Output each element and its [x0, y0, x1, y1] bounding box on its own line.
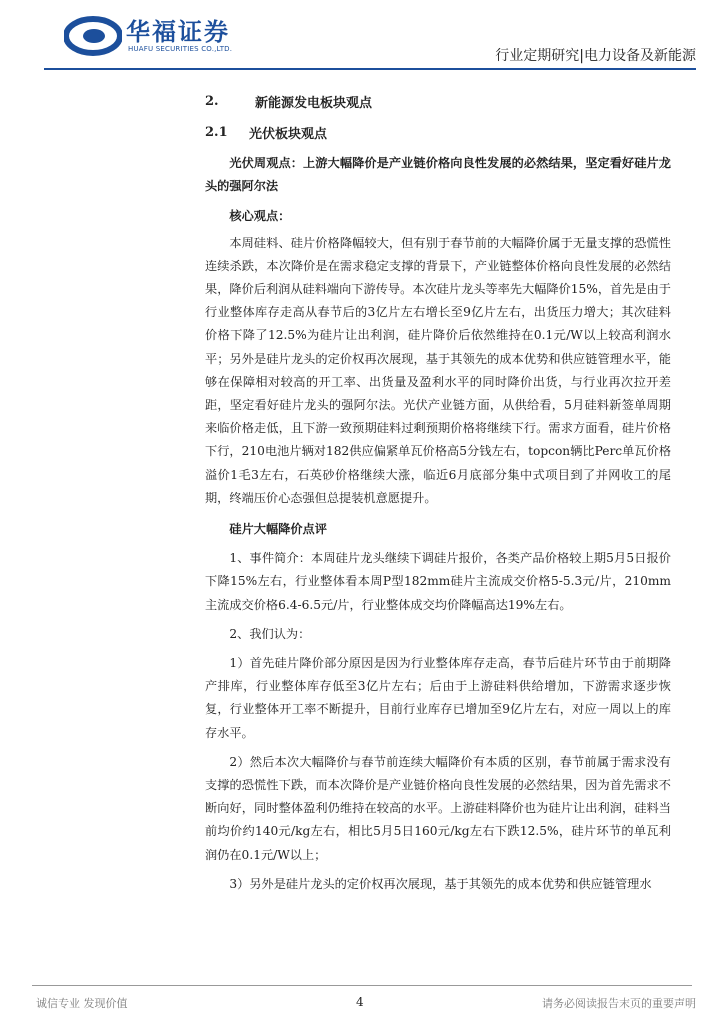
subsection-heading	[205, 120, 671, 144]
core-paragraph: 本周硅料、硅片价格降幅较大，但有别于春节前的大幅降价属于无量支撑的恐慌性连续杀跌，本次降价是在需求稳定支撑的背景下，产业链整体价格向良性发展的必然结果，降价后利润从硅料端向下游传导。本次硅片龙头等率先大幅降价15%，首先是由于行业整体库存走高从春节后的3亿片左右增长至9亿片左右，出货压力增大；其次硅料价格下降了12.5%为硅片让出利润，硅片降价后依然维持在0.1元/W以上较高利润水平；另外是硅片龙头的定价权再次展现，基于其领先的成本优势和供应链管理水平，能够在保障相对较高的开工率、出货量及盈利水平的同时降价出货，与行业再次拉开差距，坚定看好硅片龙头的强阿尔法。光伏产业链方面，从供给看，5月硅料新签单周期来临价格走低，且下游一致预期硅料过剩预期价格将继续下行。需求方面看，硅片价格下行，210电池片辆对182供应偏紧单瓦价格高5分钱左右，topcon辆比Perc单瓦价格溢价1毛3左右，石英砂价格继续大涨，临近6月底部分集中式项目到了并网收工的尾期，终端压价心态强但总提装机意愿提升。	[205, 235, 671, 505]
section-title: 新能源发电板块观点	[255, 95, 373, 111]
company-logo	[64, 14, 254, 62]
report-type: 行业定期研究|电力设备及新能源	[495, 48, 696, 64]
core-heading: 核心观点：	[229, 209, 291, 224]
header-divider	[44, 68, 696, 70]
page-footer	[0, 985, 724, 1024]
logo-swirl-icon	[64, 16, 122, 56]
event-heading: 硅片大幅降价点评	[229, 522, 327, 537]
section-number: 2.	[205, 93, 219, 109]
event-paragraph: 1、事件简介：本周硅片龙头继续下调硅片报价，各类产品价格较上期5月5日报价下降15%左右，行业整体看本周P型182mm硅片主流成交价格5-5.3元/片，210mm主流成交价格6.4-6.5元/片，行业整体成交均价降幅高达19%左右。	[205, 551, 671, 612]
event-paragraph: 1）首先硅片降价部分原因是因为行业整体库存走高，春节后硅片环节由于前期降产排库，行业整体库存低至3亿片左右；后由于上游硅料供给增加，下游需求逐步恢复，行业整体开工率不断提升，目前行业库存已增加至9亿片左右，对应一周以上的库存水平。	[205, 656, 671, 740]
page-number: 4	[356, 995, 364, 1009]
subsection-number: 2.1	[205, 124, 228, 140]
main-content	[205, 90, 671, 896]
event-paragraph: 2）然后本次大幅降价与春节前连续大幅降价有本质的区别，春节前属于需求没有支撑的恐慌性下跌，而本次降价是产业链价格向良性发展的必然结果，因为首先需求不断向好，同时整体盈利仍维持在较高的水平。上游硅料降价也为硅片让出利润，硅料当前均价约140元/kg左右，相比5月5日160元/kg左右下跌12.5%，硅片环节的单瓦利润仍在0.1元/W以上；	[205, 754, 671, 862]
footer-slogan: 诚信专业 发现价值	[36, 997, 128, 1010]
logo-english-name: HUAFU SECURITIES CO.,LTD.	[128, 45, 233, 53]
viewpoint-heading: 光伏周观点：上游大幅降价是产业链价格向良性发展的必然结果，坚定看好硅片龙头的强阿尔法	[205, 156, 671, 194]
section-heading	[205, 90, 671, 112]
footer-disclaimer: 请务必阅读报告末页的重要声明	[542, 997, 696, 1010]
subsection-title: 光伏板块观点	[249, 126, 328, 142]
page-header	[0, 0, 724, 70]
footer-divider	[32, 985, 692, 986]
event-paragraph: 3）另外是硅片龙头的定价权再次展现，基于其领先的成本优势和供应链管理水	[229, 876, 652, 891]
logo-chinese-name: 华福证券	[126, 18, 230, 46]
event-paragraph: 2、我们认为：	[229, 626, 311, 641]
